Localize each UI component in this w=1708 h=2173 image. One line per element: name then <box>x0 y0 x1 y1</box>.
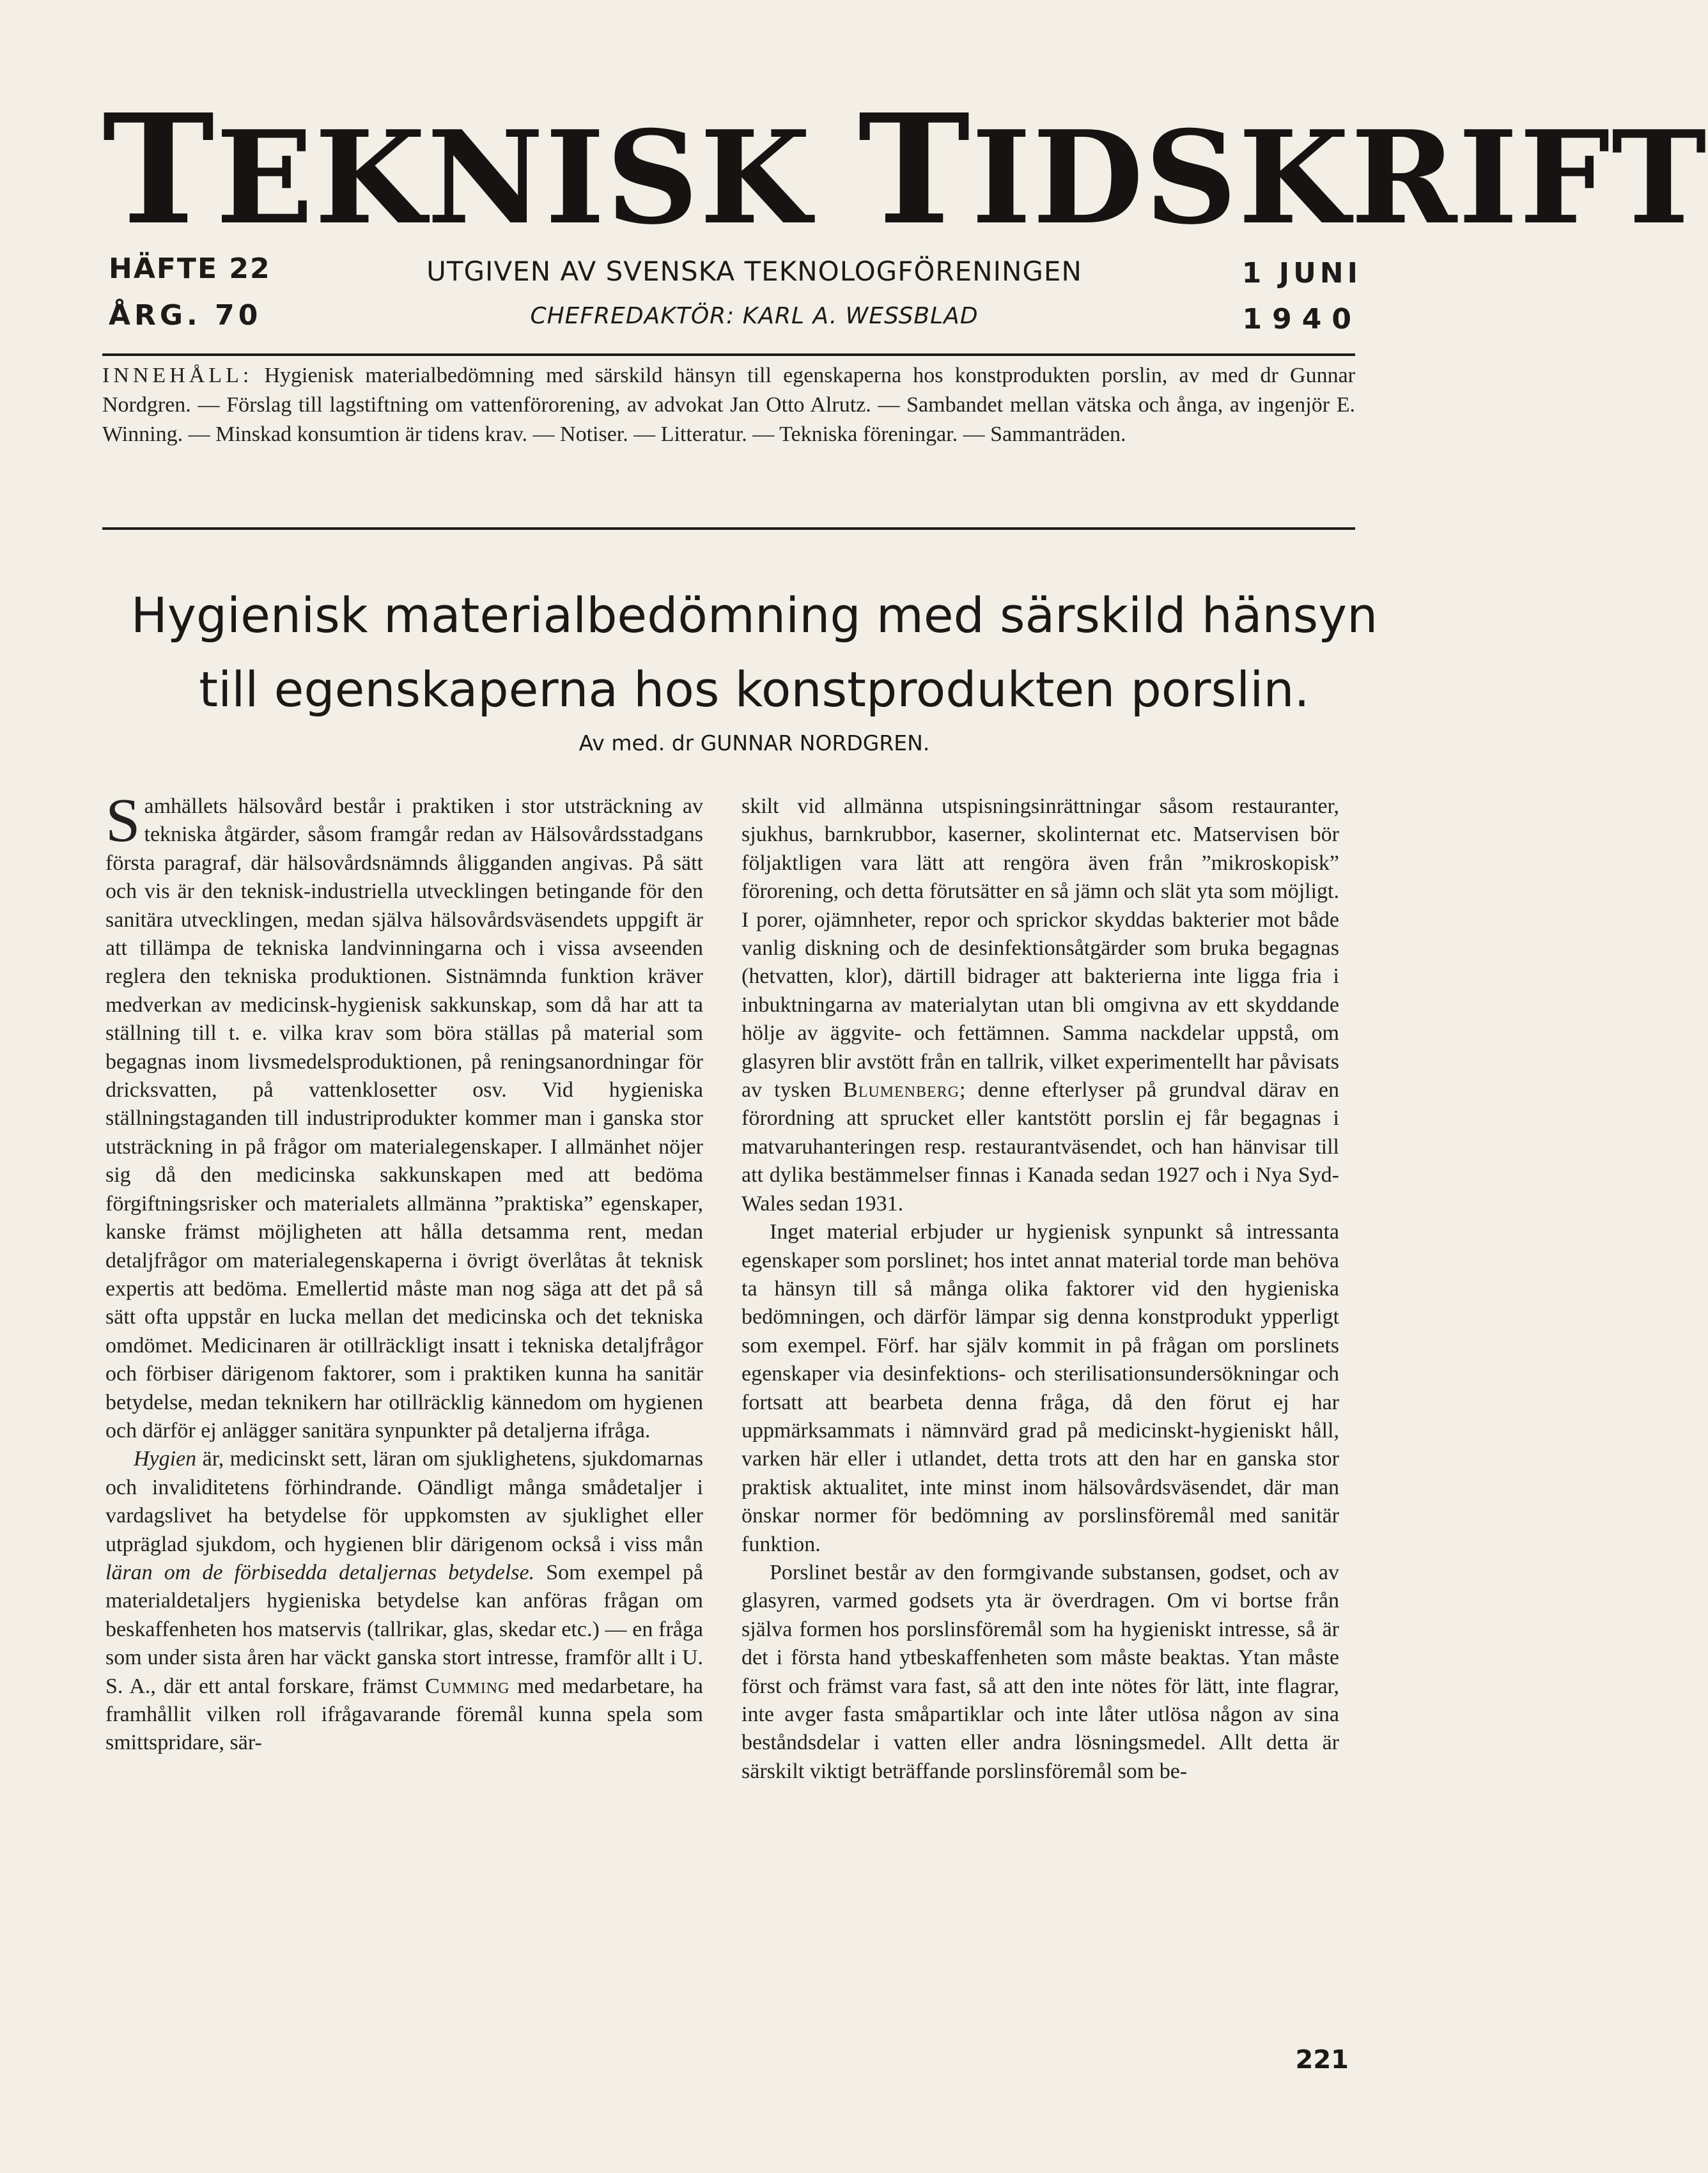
paragraph-text: ; denne efterlyser på grundval därav en förordning att sprucket eller kantstött porslin ej får begagnas i matvaruhanteringen resp. restaurantväsendet, och han hänvisar till att dylika bestämmelser finnas i Kanada sedan 1927 och i Nya Syd-Wales sedan 1931. <box>741 1078 1340 1216</box>
italic-phrase: läran om de förbisedda detaljernas betydelse. <box>105 1560 535 1584</box>
paragraph-text: skilt vid allmänna utspisningsinrättningar såsom restauranter, sjukhus, barnkrubbor, kaserner, skolinternat etc. Matservisen bör följaktligen vara lätt att rengöra även från ”mikroskopisk” förorening, och detta förutsätter en så jämn och slät yta som möjligt. I porer, ojämnheter, repor och sprickor skyddas bakterier mot både vanlig diskning och de desinfektionsåtgärder som bruka begagnas (hetvatten, klor), därtill bidrager att bakterierna inte ligga fria i inbuktningarna av materialytan utan bli omgivna av ett skyddande hölje av äggvite- och fettämnen. Samma nackdelar uppstå, om glasyren blir avstött från en tallrik, vilket experimentellt har påvisats av tysken <box>741 794 1339 1102</box>
right-column <box>741 793 1339 1786</box>
paragraph <box>741 793 1339 1218</box>
masthead-word-2: IDSKRIFT <box>971 103 1708 253</box>
issue-year: 1940 <box>1242 303 1362 336</box>
article-title-line-2: till egenskaperna hos konstprodukten porslin. <box>199 661 1310 718</box>
paragraph <box>105 786 703 1445</box>
contents-text: Hygienisk materialbedömning med särskild hänsyn till egenskaperna hos konstprodukten porslin, av med dr Gunnar Nordgren. — Förslag till lagstiftning om vattenförorening, av advokat Jan Otto Alrutz. — Sambandet mellan vätska och ånga, av ingenjör E. Winning. — Minskad konsumtion är tidens krav. — Notiser. — Litteratur. — Tekniska föreningar. — Sammanträden. <box>102 364 1356 446</box>
issue-date: 1 JUNI <box>1241 257 1362 290</box>
italic-term: Hygien <box>134 1447 197 1471</box>
table-of-contents <box>102 361 1355 449</box>
paragraph: Porslinet består av den formgivande substansen, godset, och av glasyren, varmed godsets yta är överdragen. Om vi bortse från själva formen hos porslinsföremål som ha hygieniskt intresse, så är det i första hand ytbeskaffenheten som måste beaktas. Ytan måste först och främst vara fast, så att den inte nötes för lätt, inte flagrar, inte avger fasta småpartiklar och inte låter utlösa någon av sina beståndsdelar i vatten eller andra lösningsmedel. Allt detta är särskilt viktigt beträffande porslinsföremål som be- <box>741 1560 1339 1783</box>
drop-cap: S <box>105 786 141 855</box>
author-name: Cumming <box>425 1674 510 1698</box>
masthead-initial-1: T <box>102 81 216 258</box>
article-byline: Av med. dr GUNNAR NORDGREN. <box>578 731 930 755</box>
paragraph <box>105 1445 703 1757</box>
page-number: 221 <box>1295 2045 1349 2075</box>
paragraph-text: Som exempel på materialdetaljers hygieniska betydelse kan anföras frågan om beskaffenheten hos matservis (tallrikar, glas, skedar etc.) — en fråga som under sista åren har väckt ganska stort intresse, framför allt i U. S. A., där ett antal forskare, främst <box>105 1560 703 1698</box>
volume-year: ÅRG. 70 <box>109 299 262 332</box>
paragraph-text: amhällets hälsovård består i praktiken i stor utsträckning av tekniska åtgärder, såsom framgår redan av Hälsovårdsstadgans första paragraf, där hälsovårdsnämnds åligganden angivas. På sätt och vis är den teknisk-industriella utvecklingen betingande för den sanitära utvecklingen, medan själva hälsovårdsväsendets uppgift är att tillämpa de tekniska landvinningarna och i vissa avseenden reglera den tekniska produktionen. Sistnämnda funktion kräver medverkan av medicinsk-hygienisk sakkunskap, som då har att ta ställning till t. e. vilka krav som böra ställas på material som begagnas inom livsmedelsproduktionen, på reningsanordningar för dricksvatten, på vattenklosetter osv. Vid hygieniska ställningstaganden till industriprodukter kommer man i ganska stor utsträckning in på frågor om materialegenskaper. I allmänhet nöjer sig då den medicinska sakkunskapen med att bedöma förgiftningsrisker och materialets allmänna ”praktiska” egenskaper, kanske främst möjligheten att hålla detsamma rent, medan detaljfrågor om materialegenskaperna i övrigt överlåtas åt teknisk expertis att bedöma. Emellertid måste man nog säga att det på så sätt ofta uppstår en lucka mellan det medicinska och det tekniska omdömet. Medicinaren är otillräckligt insatt i tekniska detaljfrågor och förbiser därigenom faktorer, som i praktiken kunna ha sanitär betydelse, medan teknikern har otillräcklig kännedom om hygienen och därför ej anlägger sanitära synpunkter på detaljerna ifråga. <box>105 794 703 1442</box>
author-name: Blumenberg <box>843 1078 960 1102</box>
editor-line: CHEFREDAKTÖR: KARL A. WESSBLAD <box>530 303 979 329</box>
contents-divider <box>102 527 1355 530</box>
masthead-word-1: EKNISK <box>215 103 812 253</box>
paragraph: Inget material erbjuder ur hygienisk synpunkt så intressanta egenskaper som porslinet; hos intet annat material torde man behöva ta hänsyn till så många olika faktorer vid den hygieniska bedömningen, och därför lämpar sig denna konstprodukt ypperligt som exempel. Förf. har själv kommit in på frågan om porslinets egenskaper via desinfektions- och sterilisationsundersökningar och fortsatt att bearbeta denna fråga, då den förut ej har uppmärksammats i nämnvärd grad på medicinskt-hygieniskt håll, varken här eller i utlandet, detta trots att den har en ganska stor praktisk aktualitet, inte minst inom hälsovårdsväsendet, där man önskar normer för bedömning av porslinsföremål med sanitär funktion. <box>741 1220 1339 1556</box>
issue-number: HÄFTE 22 <box>109 252 271 285</box>
article-title-line-1: Hygienisk materialbedömning med särskild hänsyn <box>130 587 1378 644</box>
masthead-title <box>102 81 1708 258</box>
paragraph-text: är, medicinskt sett, läran om sjuklighetens, sjukdomarnas och invaliditetens förhindrande. Oändligt många smådetaljer i vardagslivet ha betydelse för uppkomsten av sjuklighet eller utpräglad sjukdom, och hygienen blir därigenom också i viss mån <box>105 1447 703 1556</box>
publisher-line: UTGIVEN AV SVENSKA TEKNOLOGFÖRENINGEN <box>426 256 1082 287</box>
paragraph-text: med medarbetare, ha framhållit vilken roll ifrågavarande föremål kunna spela som smittspridare, sär- <box>105 1674 704 1755</box>
top-divider <box>102 353 1355 356</box>
masthead-initial-2: T <box>858 81 972 258</box>
contents-label: INNEHÅLL: <box>102 364 253 387</box>
article-title <box>0 578 1509 727</box>
left-column <box>105 786 704 1758</box>
